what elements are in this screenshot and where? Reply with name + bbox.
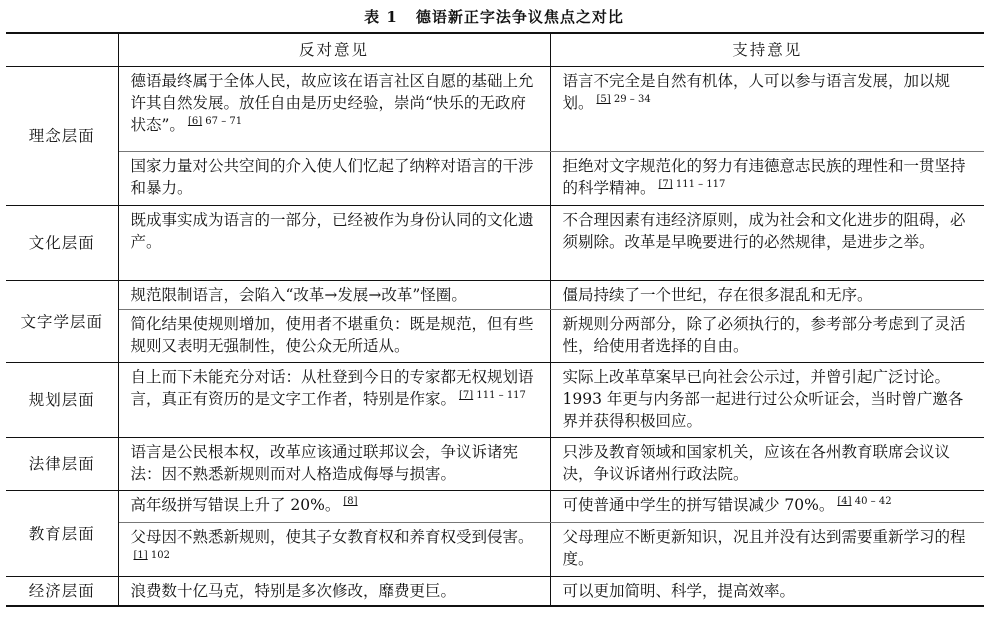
- comparison-table: [6, 32, 984, 607]
- citation: [1] 102: [133, 550, 170, 561]
- oppose-cell: [118, 206, 550, 281]
- support-cell: [550, 67, 984, 152]
- level-philology: 文字学层面: [6, 281, 118, 363]
- support-cell: [550, 281, 984, 310]
- support-text: 语言不完全是自然有机体，人可以参与语言发展，加以规划。: [562, 72, 951, 112]
- caption-number: 表 1: [364, 8, 398, 26]
- header-oppose: 反对意见: [118, 33, 550, 67]
- oppose-cell: [118, 438, 550, 491]
- support-text: 可使普通中学生的拼写错误减少 70%。: [562, 496, 835, 514]
- table-row: [6, 577, 984, 607]
- table-row: [6, 206, 984, 281]
- support-text: 实际上改革草案早已向社会公示过，并曾引起广泛讨论。1993 年更与内务部一起进行过公众听证会，当时曾广邀各界并获得积极回应。: [562, 368, 964, 430]
- support-text: 父母理应不断更新知识，况且并没有达到需要重新学习的程度。: [562, 528, 966, 568]
- header-level: [6, 33, 118, 67]
- oppose-text: 语言是公民根本权，改革应该通过联邦议会，争议诉诸宪法：因不熟悉新规则而对人格造成侮辱与损害。: [130, 443, 519, 483]
- oppose-cell: [118, 491, 550, 523]
- level-planning: 规划层面: [6, 363, 118, 438]
- oppose-text: 规范限制语言，会陷入“改革→发展→改革”怪圈。: [130, 286, 467, 304]
- support-cell: [550, 491, 984, 523]
- citation: [8]: [343, 496, 358, 507]
- oppose-cell: [118, 281, 550, 310]
- support-text: 可以更加简明、科学，提高效率。: [562, 582, 796, 600]
- oppose-text: 国家力量对公共空间的介入使人们忆起了纳粹对语言的干涉和暴力。: [130, 157, 534, 197]
- citation: [6] 67 – 71: [187, 116, 243, 127]
- oppose-cell: [118, 67, 550, 152]
- support-text: 新规则分两部分，除了必须执行的，参考部分考虑到了灵活性，给使用者选择的自由。: [562, 315, 966, 355]
- level-economy: 经济层面: [6, 577, 118, 607]
- oppose-text: 浪费数十亿马克，特别是多次修改，靡费更巨。: [130, 582, 457, 600]
- table-header-row: [6, 33, 984, 67]
- level-law: 法律层面: [6, 438, 118, 491]
- header-support: 支持意见: [550, 33, 984, 67]
- support-cell: [550, 363, 984, 438]
- table-row: [6, 523, 984, 577]
- table-caption: [0, 6, 988, 27]
- oppose-cell: [118, 523, 550, 577]
- table-row: [6, 310, 984, 363]
- citation: [4] 40 – 42: [837, 496, 892, 507]
- support-cell: [550, 438, 984, 491]
- support-cell: [550, 152, 984, 206]
- level-concept: 理念层面: [6, 67, 118, 206]
- support-cell: [550, 577, 984, 607]
- oppose-cell: [118, 310, 550, 363]
- support-text: 不合理因素有违经济原则，成为社会和文化进步的阻碍，必须剔除。改革是早晚要进行的必然规律，是进步之举。: [562, 211, 966, 251]
- support-cell: [550, 206, 984, 281]
- oppose-text: 德语最终属于全体人民，故应该在语言社区自愿的基础上允许其自然发展。放任自由是历史经验，崇尚“快乐的无政府状态”。: [130, 72, 534, 134]
- table-row: [6, 67, 984, 152]
- caption-title: 德语新正字法争议焦点之对比: [415, 8, 624, 26]
- level-culture: 文化层面: [6, 206, 118, 281]
- citation: [7] 111 – 117: [459, 390, 526, 401]
- support-cell: [550, 523, 984, 577]
- oppose-cell: [118, 577, 550, 607]
- oppose-cell: [118, 363, 550, 438]
- support-cell: [550, 310, 984, 363]
- table-row: [6, 491, 984, 523]
- citation: [7] 111 – 117: [658, 179, 726, 190]
- support-text: 拒绝对文字规范化的努力有违德意志民族的理性和一贯坚持的科学精神。: [562, 157, 966, 197]
- table-row: [6, 438, 984, 491]
- oppose-text: 既成事实成为语言的一部分，已经被作为身份认同的文化遗产。: [130, 211, 534, 251]
- table-row: [6, 363, 984, 438]
- level-education: 教育层面: [6, 491, 118, 577]
- support-text: 僵局持续了一个世纪，存在很多混乱和无序。: [562, 286, 873, 304]
- table-row: [6, 152, 984, 206]
- oppose-text: 高年级拼写错误上升了 20%。: [130, 496, 341, 514]
- oppose-text: 自上而下未能充分对话：从杜登到今日的专家都无权规划语言，真正有资历的是文字工作者，特别是作家。: [130, 368, 534, 408]
- oppose-text: 简化结果使规则增加，使用者不堪重负：既是规范，但有些规则又表明无强制性，使公众无所适从。: [130, 315, 534, 355]
- oppose-cell: [118, 152, 550, 206]
- citation: [5] 29 – 34: [596, 94, 651, 105]
- oppose-text: 父母因不熟悉新规则，使其子女教育权和养育权受到侵害。: [130, 528, 534, 546]
- support-text: 只涉及教育领域和国家机关，应该在各州教育联席会议议决，争议诉诸州行政法院。: [562, 443, 951, 483]
- table-row: [6, 281, 984, 310]
